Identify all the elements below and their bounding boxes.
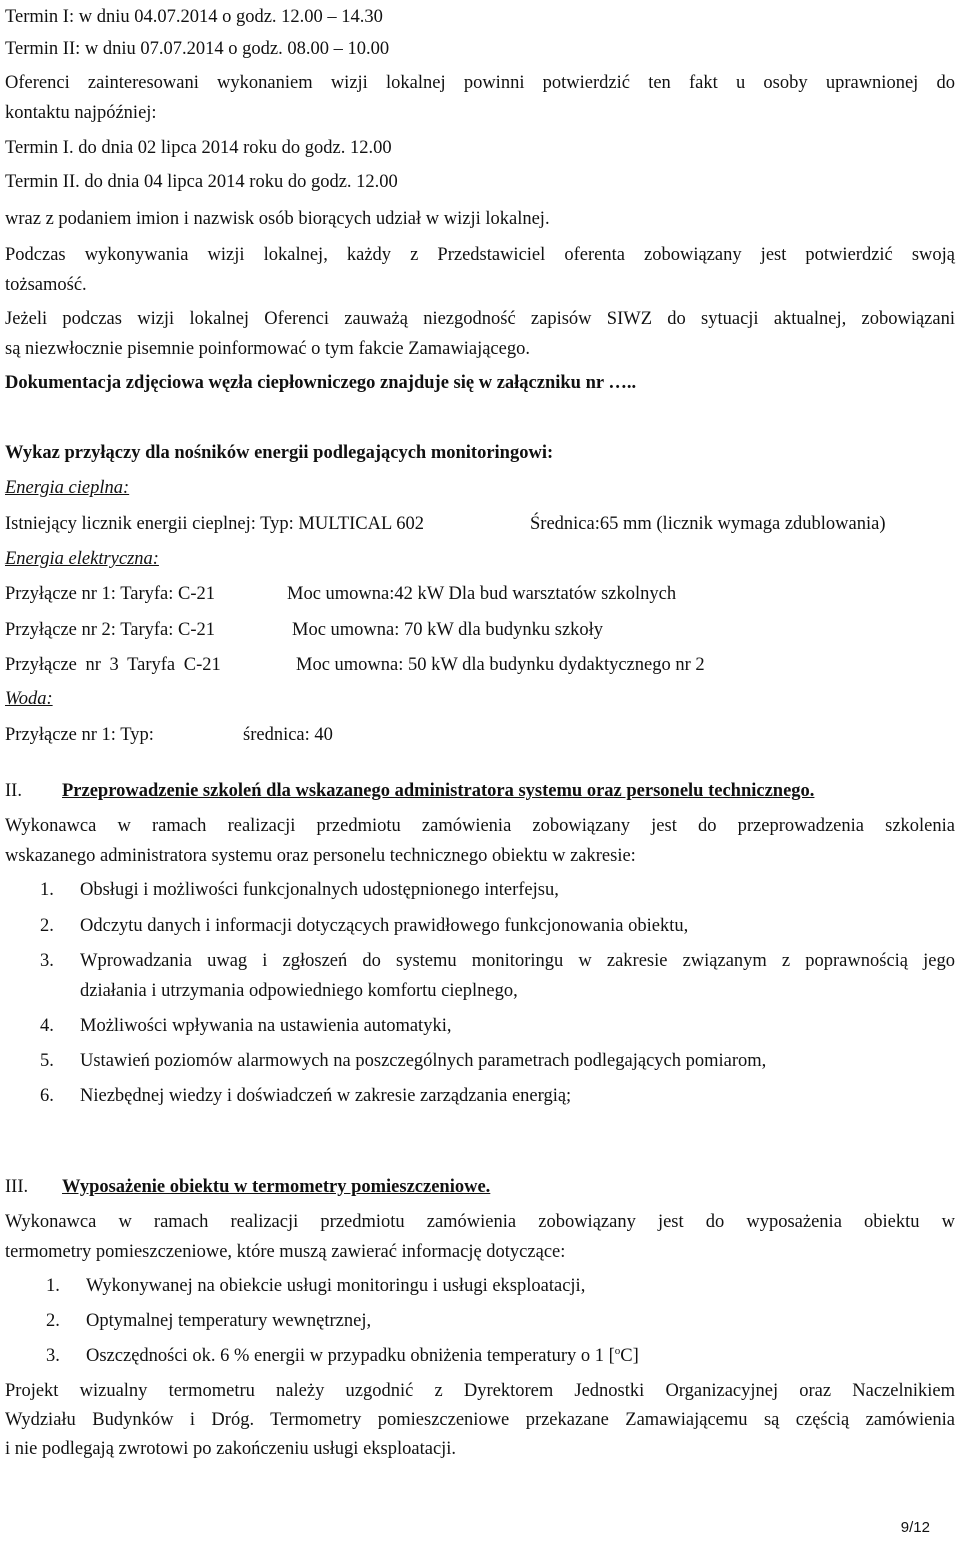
training-item-1-number: 1. bbox=[40, 880, 54, 900]
electric-energy-label: Energia elektryczna: bbox=[5, 549, 159, 569]
section-3-number: III. bbox=[5, 1177, 29, 1197]
section-2-intro-line-1: Wykonawca w ramach realizacji przedmiotu zamówienia zobowiązany jest do przeprowadzenia szkolenia bbox=[5, 816, 955, 836]
discrepancy-line-1: Jeżeli podczas wizji lokalnej Oferenci zauważą niezgodność zapisów SIWZ do sytuacji aktualnej, zobowiązani bbox=[5, 309, 955, 329]
training-item-3-number: 3. bbox=[40, 951, 54, 971]
training-item-4: Możliwości wpływania na ustawienia automatyki, bbox=[80, 1016, 452, 1036]
thermometer-item-3-unit: C] bbox=[620, 1346, 639, 1366]
section-3-title: Wyposażenie obiektu w termometry pomieszczeniowe. bbox=[62, 1177, 491, 1197]
section-2-title: Przeprowadzenie szkoleń dla wskazanego administratora systemu oraz personelu technicznego. bbox=[62, 781, 815, 801]
training-item-4-number: 4. bbox=[40, 1016, 54, 1036]
water-connection-diameter: średnica: 40 bbox=[243, 725, 333, 745]
schedule-termin-2: Termin II: w dniu 07.07.2014 o godz. 08.00 – 10.00 bbox=[5, 39, 390, 59]
deadline-1: Termin I. do dnia 02 lipca 2014 roku do godz. 12.00 bbox=[5, 138, 392, 158]
names-requirement: wraz z podaniem imion i nazwisk osób biorących udział w wizji lokalnej. bbox=[5, 209, 550, 229]
closing-line-3: i nie podlegają zwrotowi po zakończeniu usługi eksploatacji. bbox=[5, 1439, 457, 1459]
training-item-5-number: 5. bbox=[40, 1051, 54, 1071]
training-item-6-number: 6. bbox=[40, 1086, 54, 1106]
thermometer-item-1-number: 1. bbox=[46, 1276, 60, 1296]
identity-line-1: Podczas wykonywania wizji lokalnej, każdy z Przedstawiciel oferenta zobowiązany jest potwierdzić swoją bbox=[5, 245, 955, 265]
photo-documentation-note: Dokumentacja zdjęciowa węzła ciepłowniczego znajduje się w załączniku nr ….. bbox=[5, 373, 637, 393]
confirm-line-2: kontaktu najpóźniej: bbox=[5, 103, 157, 123]
closing-line-2: Wydziału Budynków i Dróg. Termometry pomieszczeniowe przekazane Zamawiającemu są częścią zamówienia bbox=[5, 1410, 955, 1430]
thermometer-item-3-text: Oszczędności ok. 6 % energii w przypadku obniżenia temperatury o 1 [ bbox=[86, 1346, 615, 1366]
connection-3-tariff: Przyłącze nr 3 Taryfa C-21 bbox=[5, 655, 221, 675]
water-connection-type: Przyłącze nr 1: Typ: bbox=[5, 725, 154, 745]
heat-energy-label: Energia cieplna: bbox=[5, 478, 130, 498]
training-item-3-continued: działania i utrzymania odpowiedniego komfortu cieplnego, bbox=[80, 981, 518, 1001]
deadline-2: Termin II. do dnia 04 lipca 2014 roku do godz. 12.00 bbox=[5, 172, 398, 192]
training-item-1: Obsługi i możliwości funkcjonalnych udostępnionego interfejsu, bbox=[80, 880, 559, 900]
heat-meter-diameter: Średnica:65 mm (licznik wymaga zdublowania) bbox=[530, 514, 886, 534]
training-item-6: Niezbędnej wiedzy i doświadczeń w zakresie zarządzania energią; bbox=[80, 1086, 572, 1106]
connections-heading: Wykaz przyłączy dla nośników energii podlegających monitoringowi: bbox=[5, 443, 554, 463]
training-item-2: Odczytu danych i informacji dotyczących prawidłowego funkcjonowania obiektu, bbox=[80, 916, 689, 936]
water-label: Woda: bbox=[5, 689, 53, 709]
section-3-intro-line-2: termometry pomieszczeniowe, które muszą zawierać informację dotyczące: bbox=[5, 1242, 566, 1262]
identity-line-2: tożsamość. bbox=[5, 275, 87, 295]
thermometer-item-3-number: 3. bbox=[46, 1346, 60, 1366]
thermometer-item-2: Optymalnej temperatury wewnętrznej, bbox=[86, 1311, 372, 1331]
thermometer-item-1: Wykonywanej na obiekcie usługi monitoringu i usługi eksploatacji, bbox=[86, 1276, 586, 1296]
degree-superscript: o bbox=[614, 1344, 621, 1357]
training-item-5: Ustawień poziomów alarmowych na poszczególnych parametrach podlegających pomiarom, bbox=[80, 1051, 767, 1071]
closing-line-1: Projekt wizualny termometru należy uzgodnić z Dyrektorem Jednostki Organizacyjnej oraz Naczelnikiem bbox=[5, 1381, 955, 1401]
section-2-number: II. bbox=[5, 781, 22, 801]
schedule-termin-1: Termin I: w dniu 04.07.2014 o godz. 12.00 – 14.30 bbox=[5, 7, 383, 27]
connection-2-tariff: Przyłącze nr 2: Taryfa: C-21 bbox=[5, 620, 216, 640]
heat-meter: Istniejący licznik energii cieplnej: Typ: MULTICAL 602 bbox=[5, 514, 424, 534]
training-item-3: Wprowadzania uwag i zgłoszeń do systemu monitoringu w zakresie związanym z poprawnością jego bbox=[80, 951, 955, 971]
training-item-2-number: 2. bbox=[40, 916, 54, 936]
page-number: 9/12 bbox=[900, 1519, 930, 1536]
thermometer-item-3 bbox=[86, 1343, 639, 1369]
connection-1-tariff: Przyłącze nr 1: Taryfa: C-21 bbox=[5, 584, 216, 604]
discrepancy-line-2: są niezwłocznie pisemnie poinformować o tym fakcie Zamawiającego. bbox=[5, 339, 530, 359]
confirm-line-1: Oferenci zainteresowani wykonaniem wizji lokalnej powinni potwierdzić ten fakt u osoby uprawnionej do bbox=[5, 73, 955, 93]
connection-1-power: Moc umowna:42 kW Dla bud warsztatów szkolnych bbox=[287, 584, 677, 604]
section-2-intro-line-2: wskazanego administratora systemu oraz personelu technicznego obiektu w zakresie: bbox=[5, 846, 636, 866]
thermometer-item-2-number: 2. bbox=[46, 1311, 60, 1331]
connection-3-power: Moc umowna: 50 kW dla budynku dydaktycznego nr 2 bbox=[296, 655, 705, 675]
section-3-intro-line-1: Wykonawca w ramach realizacji przedmiotu zamówienia zobowiązany jest do wyposażenia obiektu w bbox=[5, 1212, 955, 1232]
connection-2-power: Moc umowna: 70 kW dla budynku szkoły bbox=[292, 620, 604, 640]
